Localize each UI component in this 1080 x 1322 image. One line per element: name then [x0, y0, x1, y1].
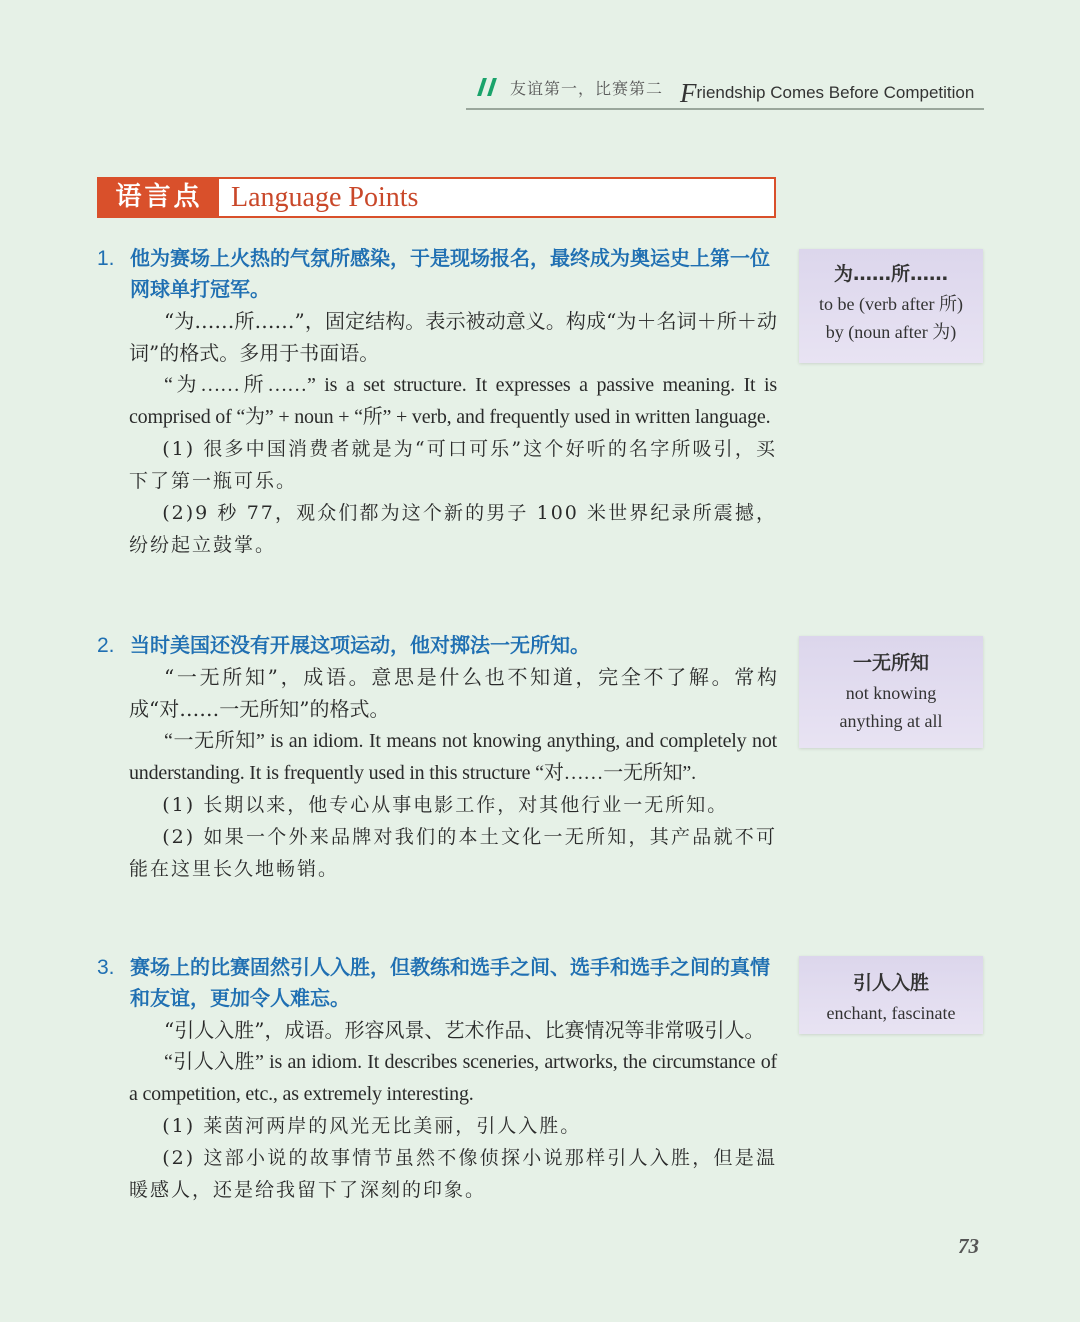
point-number: 2. [97, 634, 115, 657]
sidebar-def-line-1: not knowing [845, 683, 937, 703]
sidebar-note-1 [799, 249, 983, 363]
point-number: 1. [97, 247, 115, 270]
language-point-1 [97, 243, 777, 561]
point-number: 3. [97, 956, 115, 979]
sidebar-term: 引人入胜 [852, 972, 929, 994]
language-point-3 [97, 952, 777, 1206]
explanation-en: “为……所……” is a set structure. It expresses a passive meaning. It is comprised of “为” + noun + “所” + verb, and frequently used in written language. [129, 374, 777, 428]
chapter-title-en [680, 78, 974, 109]
explanation-en: “一无所知” is an idiom. It means not knowing anything, and completely not understanding. It is frequently used in this structure “对……一无所知”. [129, 730, 777, 784]
explanation-en: “引人入胜” is an idiom. It describes sceneries, artworks, the circumstance of a competition, etc., as extremely interesting. [129, 1051, 777, 1105]
sidebar-term: 为……所…… [833, 263, 948, 285]
language-point-2 [97, 630, 777, 885]
section-title-en: Language Points [231, 182, 419, 213]
example-1: (1) 很多中国消费者就是为“可口可乐”这个好听的名字所吸引，买下了第一瓶可乐。 [129, 438, 777, 492]
point-title [97, 952, 777, 1014]
point-title-text: 赛场上的比赛固然引人入胜，但教练和选手之间、选手和选手之间的真情和友谊，更加令人难忘。 [130, 955, 770, 1010]
example-2: (2)9 秒 77，观众们都为这个新的男子 100 米世界纪录所震撼，纷纷起立鼓掌。 [129, 502, 777, 556]
section-title-bar [97, 177, 776, 218]
sidebar-def-line-2: by (noun after 为) [825, 322, 957, 342]
section-title-cn: 语言点 [99, 179, 219, 216]
sidebar-term: 一无所知 [852, 652, 929, 674]
example-2: (2) 这部小说的故事情节虽然不像侦探小说那样引人入胜，但是温暖感人，还是给我留下了深刻的印象。 [129, 1147, 777, 1201]
sidebar-def-line-2: anything at all [839, 711, 943, 731]
explanation-cn: “引人入胜”，成语。形容风景、艺术作品、比赛情况等非常吸引人。 [164, 1018, 765, 1042]
chapter-title-en-cap: F [680, 78, 697, 108]
example-1: (1) 长期以来，他专心从事电影工作，对其他行业一无所知。 [162, 794, 729, 816]
point-title [97, 630, 777, 661]
running-header [466, 72, 984, 110]
sidebar-note-2 [799, 636, 983, 748]
example-1: (1) 莱茵河两岸的风光无比美丽，引人入胜。 [162, 1115, 582, 1137]
point-title-text: 他为赛场上火热的气氛所感染，于是现场报名，最终成为奥运史上第一位网球单打冠军。 [130, 246, 770, 301]
point-title-text: 当时美国还没有开展这项运动，他对掷法一无所知。 [130, 633, 590, 657]
explanation-cn: “为……所……”，固定结构。表示被动意义。构成“为＋名词＋所＋动词”的格式。多用于书面语。 [129, 309, 777, 365]
chapter-title-en-rest: riendship Comes Before Competition [696, 83, 975, 102]
explanation-cn: “一无所知”，成语。意思是什么也不知道，完全不了解。常构成“对……一无所知”的格式。 [129, 665, 777, 721]
sidebar-def-line-1: to be (verb after 所) [819, 294, 963, 314]
point-title [97, 243, 777, 305]
sidebar-def-line-1: enchant, fascinate [826, 1003, 956, 1023]
example-2: (2) 如果一个外来品牌对我们的本土文化一无所知，其产品就不可能在这里长久地畅销。 [129, 826, 777, 880]
chapter-title-cn: 友谊第一，比赛第二 [510, 79, 664, 98]
page-number: 73 [958, 1234, 979, 1258]
sidebar-note-3 [799, 956, 983, 1034]
header-bars-icon [480, 78, 500, 100]
